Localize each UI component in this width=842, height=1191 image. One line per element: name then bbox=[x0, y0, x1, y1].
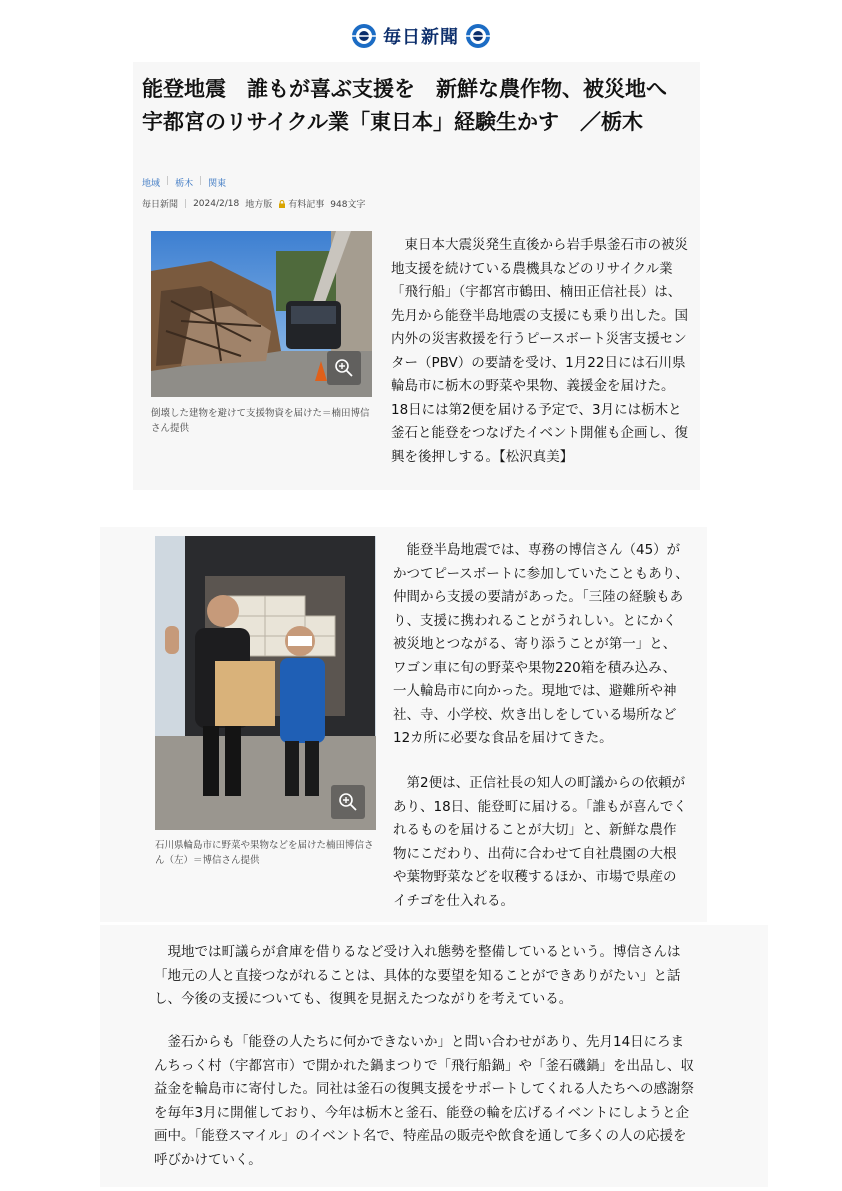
photo2-caption: 石川県輪島市に野菜や果物などを届けた楠田博信さん（左）＝博信さん提供 bbox=[155, 840, 374, 866]
paragraph-3: 第2便は、正信社長の知人の町議からの依頼があり、18日、能登町に届ける。「誰もが喜んでくれるものを届けることが大切」と、新鮮な農作物にこだわり、出荷に合わせて自社農園の大根や葉物野菜などを収穫するほか、市場で県産のイチゴを仕入れる。 bbox=[393, 775, 687, 909]
paragraph-4: 現地では町議らが倉庫を借りるなど受け入れ態勢を整備しているという。博信さんは「地元の人と直接つながれることは、具体的な要望を知ることができありがたい」と話し、今後の支援についても、復興を見据えたつながりを考えている。 bbox=[154, 944, 681, 1007]
meta-paid bbox=[278, 197, 324, 210]
masthead-name: 毎日新聞 bbox=[383, 27, 459, 48]
photo-delivery[interactable] bbox=[155, 536, 376, 830]
paragraph-2-block bbox=[393, 539, 689, 751]
tag-link-tochigi[interactable]: 栃木 bbox=[175, 179, 194, 189]
tag-separator: | bbox=[166, 176, 170, 186]
paragraph-5-block bbox=[154, 1031, 694, 1172]
paragraph-5: 釜石からも「能登の人たちに何かできないか」と問い合わせがあり、先月14日にろまんちっく村（宇都宮市）で開かれた鍋まつりで「飛行船鍋」や「釜石磯鍋」を出品し、収益金を輪島市に寄付した。同社は釜石の復興支援をサポートしてくれる人たちへの感謝祭を毎年3月に開催しており、今年は栃木と釜石、能登の輪を広げるイベントにしようと企画中。「能登スマイル」のイベント名で、特産品の販売や飲食を通して多くの人の応援を呼びかけていく。 bbox=[154, 1034, 694, 1168]
masthead bbox=[0, 20, 842, 52]
tag-separator: | bbox=[199, 176, 203, 186]
paragraph-1: 東日本大震災発生直後から岩手県釜石市の被災地支援を続けている農機具などのリサイクル業「飛行船」（宇都宮市鶴田、楠田正信社長）は、先月から能登半島地震の支援にも乗り出した。国内外の災害救援を行うピースボート災害支援センター（PBV）の要請を受け、1月22日には石川県輪島市に栃木の野菜や果物、義援金を届けた。18日には第2便を届ける予定で、3月には栃木と釜石と能登をつなげたイベント開催も企画し、復興を後押しする。【松沢真美】 bbox=[391, 237, 688, 465]
meta-source: 毎日新聞 bbox=[142, 200, 179, 210]
photo1-caption: 倒壊した建物を避けて支援物資を届けた＝楠田博信さん提供 bbox=[151, 408, 370, 434]
meta-length: 948文字 bbox=[330, 200, 366, 210]
article-meta bbox=[142, 197, 365, 210]
meta-edition: 地方版 bbox=[245, 200, 273, 210]
paragraph-1-part-a bbox=[391, 234, 691, 492]
meta-date: 2024/2/18 bbox=[193, 198, 240, 209]
category-tags bbox=[142, 176, 226, 189]
mainichi-logo-icon-right bbox=[465, 23, 491, 49]
meta-separator: | bbox=[184, 198, 188, 209]
article-title: 能登地震 誰もが喜ぶ支援を 新鮮な農作物、被災地へ 宇都宮のリサイクル業「東日本」経験生かす ／栃木 bbox=[142, 77, 688, 134]
paragraph-4-block bbox=[154, 941, 694, 1012]
tag-link-region[interactable]: 地域 bbox=[142, 179, 161, 189]
tag-link-kanto[interactable]: 関東 bbox=[208, 179, 227, 189]
paragraph-3-block bbox=[393, 772, 689, 913]
paragraph-2: 能登半島地震では、専務の博信さん（45）がかつてピースボートに参加していたこともあり、仲間から支援の要請があった。「三陸の経験もあり、支援に携われることがうれしい。とにかく被災地とつながる、寄り添うことが第一」と、ワゴン車に旬の野菜や果物220箱を積み込み、一人輪島市に向かった。現地では、避難所や神社、寺、小学校、炊き出しをしている場所など12カ所に必要な食品を届けてきた。 bbox=[393, 542, 689, 746]
zoom-button[interactable] bbox=[327, 351, 361, 385]
magnifier-plus-icon bbox=[334, 358, 354, 378]
magnifier-plus-icon bbox=[338, 792, 358, 812]
zoom-button-2[interactable] bbox=[331, 785, 365, 819]
mainichi-logo-icon bbox=[351, 23, 377, 49]
lock-icon bbox=[278, 200, 286, 208]
photo-collapsed-buildings[interactable] bbox=[151, 231, 372, 397]
meta-paid-label: 有料記事 bbox=[288, 200, 325, 210]
